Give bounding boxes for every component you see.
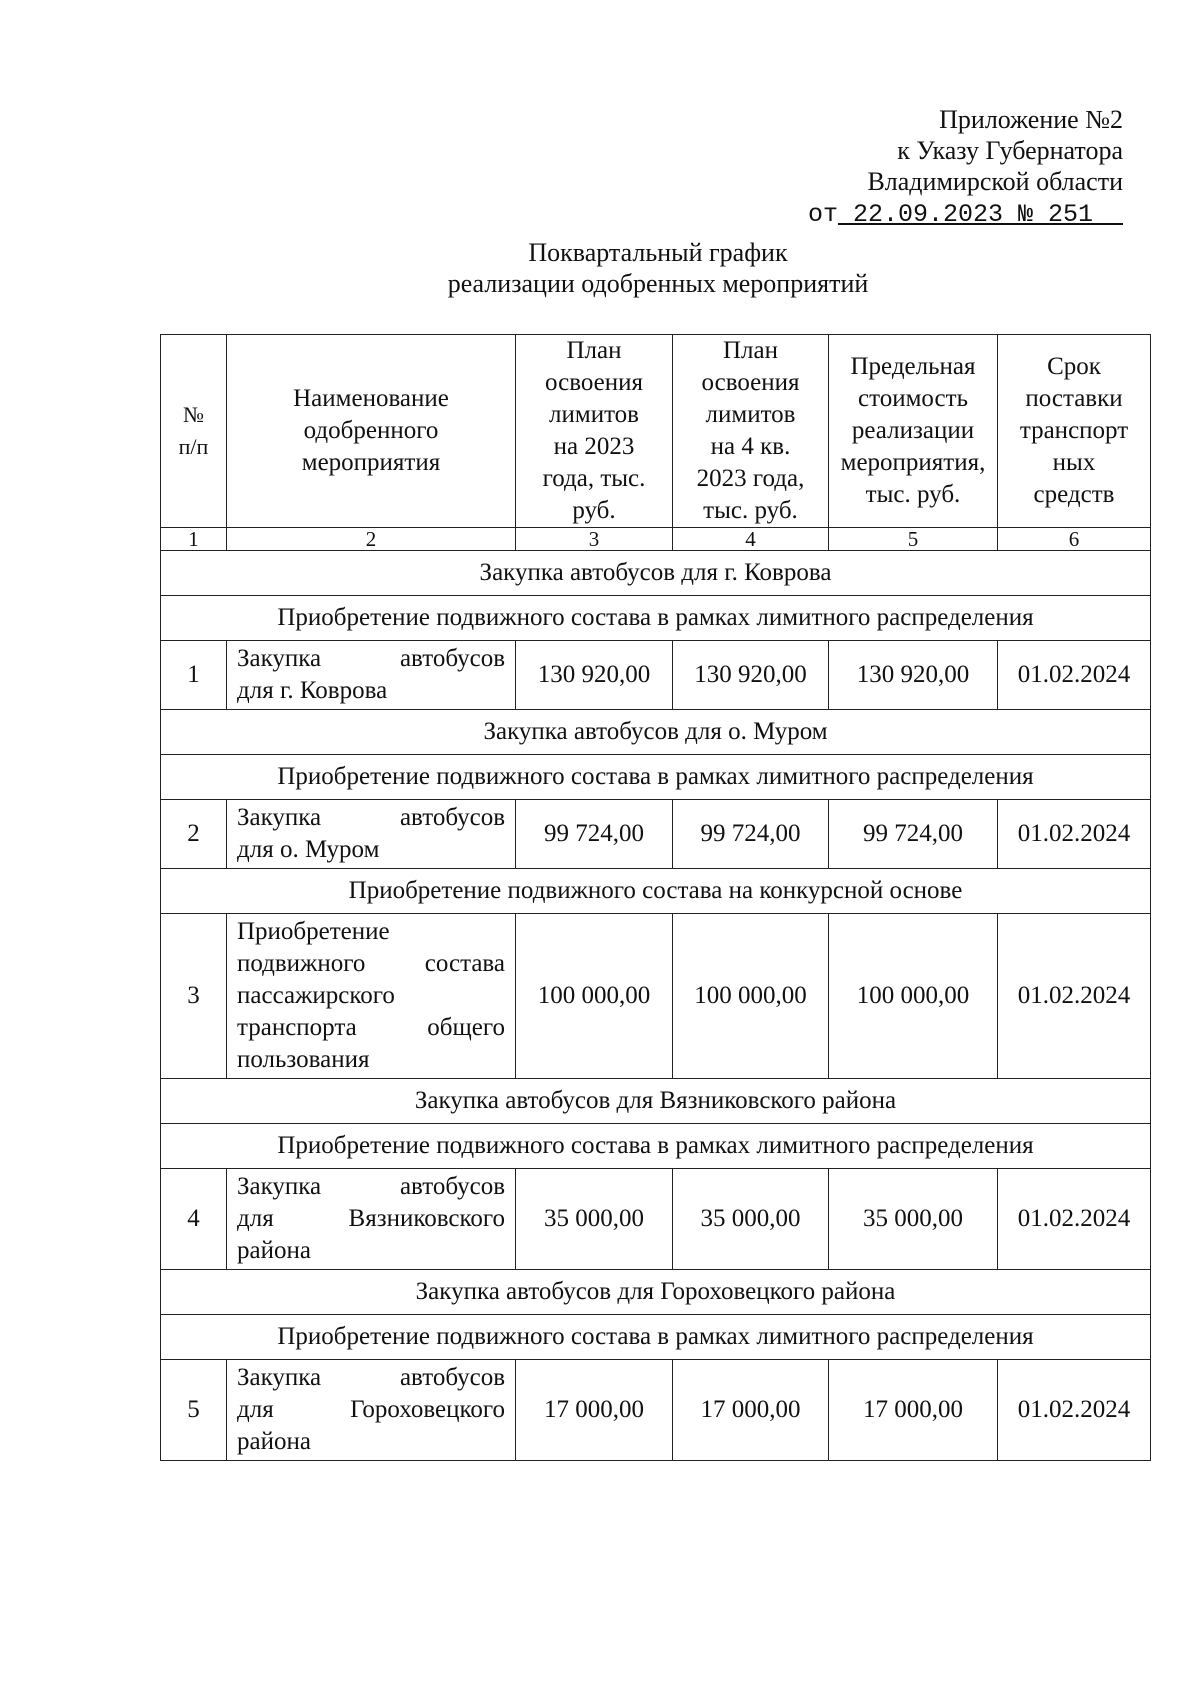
plan-q4-value: 130 920,00 [673,641,829,710]
measure-name-line: Приобретение [237,918,390,945]
delivery-date: 01.02.2024 [998,914,1151,1079]
header-text: на 2023 [553,433,635,460]
table-row [161,914,1151,1079]
header-text: года, тыс. [542,465,646,492]
header-text: освоения [701,369,800,396]
table-row [161,641,1151,710]
section-title: Приобретение подвижного состава в рамках лимитного распределения [161,1315,1151,1360]
plan-2023-value: 17 000,00 [516,1360,673,1461]
section-row [161,1079,1151,1124]
measure-name-line: района [237,1428,311,1455]
column-number: 2 [227,528,516,551]
decree-prefix: от [807,200,838,229]
limit-cost-value: 99 724,00 [829,800,998,869]
measure-name-line: для Гороховецкого [237,1396,505,1423]
header-cell [227,335,516,528]
header-text: средств [1033,481,1115,508]
header-text: п/п [178,434,209,459]
measure-name-line: Закупка автобусов [237,1173,505,1200]
delivery-date: 01.02.2024 [998,1360,1151,1461]
column-number-row [161,528,1151,551]
header-text: План [566,337,622,364]
measure-name [227,1360,516,1461]
table-row [161,1169,1151,1270]
table-row [161,800,1151,869]
table-row [161,1360,1151,1461]
measure-name-line: пассажирского [237,982,395,1009]
section-row [161,1270,1151,1315]
section-row [161,1124,1151,1169]
schedule-table [160,334,1151,1461]
plan-2023-value: 35 000,00 [516,1169,673,1270]
header-text: одобренного [303,417,439,444]
section-title: Приобретение подвижного состава в рамках лимитного распределения [161,596,1151,641]
header-text: лимитов [705,401,796,428]
column-number: 5 [829,528,998,551]
plan-2023-value: 99 724,00 [516,800,673,869]
header-cell [161,335,227,528]
header-text: Срок [1047,353,1101,380]
row-number: 5 [161,1360,227,1461]
section-row [161,596,1151,641]
limit-cost-value: 35 000,00 [829,1169,998,1270]
plan-q4-value: 17 000,00 [673,1360,829,1461]
section-row [161,755,1151,800]
section-title: Закупка автобусов для г. Коврова [161,551,1151,596]
header-text: тыс. руб. [703,497,798,524]
header-text: № [183,402,204,427]
measure-name-line: Закупка автобусов [237,1364,505,1391]
measure-name-line: для г. Коврова [237,677,388,704]
header-text: тыс. руб. [865,481,961,508]
appendix-line: Приложение №2 [939,105,1123,134]
measure-name-line: Закупка автобусов [237,804,505,831]
header-text: освоения [544,369,643,396]
header-text: ных [1052,449,1096,476]
section-title: Приобретение подвижного состава на конкурсной основе [161,869,1151,914]
delivery-date: 01.02.2024 [998,1169,1151,1270]
measure-name [227,641,516,710]
header-text: поставки [1025,385,1123,412]
header-text: План [722,337,778,364]
appendix-line: Владимирской области [867,167,1123,196]
measure-name [227,914,516,1079]
measure-name [227,800,516,869]
header-cell [516,335,673,528]
section-row [161,869,1151,914]
appendix-block [808,104,1123,230]
section-row [161,710,1151,755]
section-title: Закупка автобусов для Гороховецкого района [161,1270,1151,1315]
plan-2023-value: 100 000,00 [516,914,673,1079]
title-line-2: реализации одобренных мероприятий [447,269,869,298]
header-text: руб. [572,497,616,524]
row-number: 2 [161,800,227,869]
section-row [161,1315,1151,1360]
header-cell [829,335,998,528]
header-text: реализации [851,417,975,444]
plan-q4-value: 100 000,00 [673,914,829,1079]
measure-name-line: подвижного состава [237,950,505,977]
column-number: 3 [516,528,673,551]
row-number: 4 [161,1169,227,1270]
column-number: 4 [673,528,829,551]
plan-q4-value: 99 724,00 [673,800,829,869]
header-text: транспорт [1019,417,1129,444]
section-title: Закупка автобусов для о. Муром [161,710,1151,755]
limit-cost-value: 17 000,00 [829,1360,998,1461]
header-text: лимитов [549,401,639,428]
header-text: на 4 кв. [710,433,791,460]
section-row [161,551,1151,596]
measure-name-line: для Вязниковского [237,1205,505,1232]
header-text: Наименование [293,385,449,412]
header-text: мероприятия [301,449,441,476]
limit-cost-value: 100 000,00 [829,914,998,1079]
plan-q4-value: 35 000,00 [673,1169,829,1270]
delivery-date: 01.02.2024 [998,800,1151,869]
row-number: 3 [161,914,227,1079]
title-line-1: Поквартальный график [528,238,788,267]
decree-date-number: 22.09.2023 № 251 [837,200,1123,229]
limit-cost-value: 130 920,00 [829,641,998,710]
header-text: мероприятия, [840,449,986,476]
plan-2023-value: 130 920,00 [516,641,673,710]
header-text: Предельная [850,353,976,380]
section-title: Приобретение подвижного состава в рамках лимитного распределения [161,755,1151,800]
delivery-date: 01.02.2024 [998,641,1151,710]
measure-name-line: транспорта общего [237,1014,505,1041]
column-number: 1 [161,528,227,551]
header-cell [998,335,1151,528]
measure-name [227,1169,516,1270]
schedule-table-body [161,335,1151,1461]
measure-name-line: Закупка автобусов [237,645,505,672]
column-number: 6 [998,528,1151,551]
section-title: Закупка автобусов для Вязниковского района [161,1079,1151,1124]
row-number: 1 [161,641,227,710]
header-cell [673,335,829,528]
decree-reference [808,199,1123,230]
header-text: стоимость [858,385,968,412]
header-row [161,335,1151,528]
appendix-line: к Указу Губернатора [897,136,1123,165]
measure-name-line: пользования [237,1046,370,1073]
section-title: Приобретение подвижного состава в рамках лимитного распределения [161,1124,1151,1169]
measure-name-line: района [237,1237,311,1264]
document-title [0,237,1200,299]
measure-name-line: для о. Муром [237,836,380,863]
header-text: 2023 года, [696,465,805,492]
